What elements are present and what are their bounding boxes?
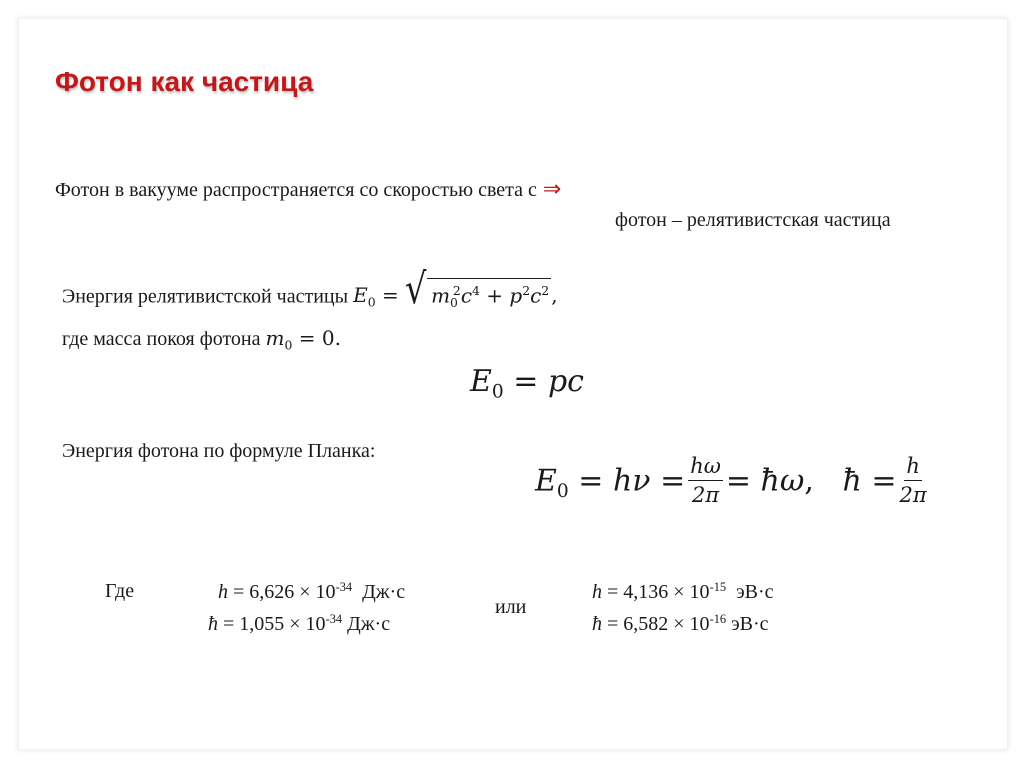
h-si-value: = 6,626 × 10 xyxy=(233,580,336,603)
hbar-ev-value: = 6,582 × 10 xyxy=(607,612,710,635)
rest-mass-line xyxy=(62,326,341,352)
h-si-symbol: h xyxy=(218,580,228,603)
h-si-exp: -34 xyxy=(335,580,353,594)
where-label: Где xyxy=(105,580,135,602)
hbar-si-unit: Дж·с xyxy=(347,612,391,635)
hbar-ev-constant xyxy=(592,612,769,636)
h-si-constant xyxy=(218,580,405,604)
h-ev-constant xyxy=(592,580,774,604)
hbar-si-constant xyxy=(208,612,390,636)
h-ev-unit: эВ·с xyxy=(736,580,774,603)
h-ev-symbol: h xyxy=(592,580,602,603)
h-ev-exp: -15 xyxy=(709,580,727,594)
hbar-si-exp: -34 xyxy=(325,612,343,626)
rest-mass-formula: $m_0 = 0$. xyxy=(265,326,341,353)
or-label: или xyxy=(495,596,527,618)
hbar-ev-exp: -16 xyxy=(709,612,727,626)
energy-text: Энергия релятивистской частицы xyxy=(62,285,349,308)
energy-line xyxy=(62,264,558,313)
hbar-ev-symbol: ħ xyxy=(592,612,602,635)
planck-text: Энергия фотона по формуле Планка: xyxy=(62,440,376,462)
intro-text: Фотон в вакууме распространяется со скоростью света с xyxy=(55,179,537,201)
slide-title: Фотон как частица xyxy=(55,66,314,97)
implies-arrow-icon: ⇒ xyxy=(542,177,562,202)
energy-formula: $E_0$ = √ $m_0^2c^4 + p^2c^2$ , xyxy=(353,264,558,313)
intro-line-1 xyxy=(55,177,561,202)
rest-mass-text: где масса покоя фотона xyxy=(62,328,261,350)
hbar-ev-unit: эВ·с xyxy=(731,612,769,635)
hbar-si-value: = 1,055 × 10 xyxy=(223,612,326,635)
planck-formula: $E_0 = h\nu$ = $\frac{h\omega}{2\pi}$ = ħω, ħ = $\frac{h}{2\pi}$ xyxy=(535,454,927,507)
photon-momentum-formula: $E_0$ = pc xyxy=(470,364,584,403)
h-si-unit: Дж·с xyxy=(362,580,406,603)
hbar-si-symbol: ħ xyxy=(208,612,218,635)
intro-line-2: фотон – релятивистская частица xyxy=(615,209,891,231)
h-ev-value: = 4,136 × 10 xyxy=(607,580,710,603)
